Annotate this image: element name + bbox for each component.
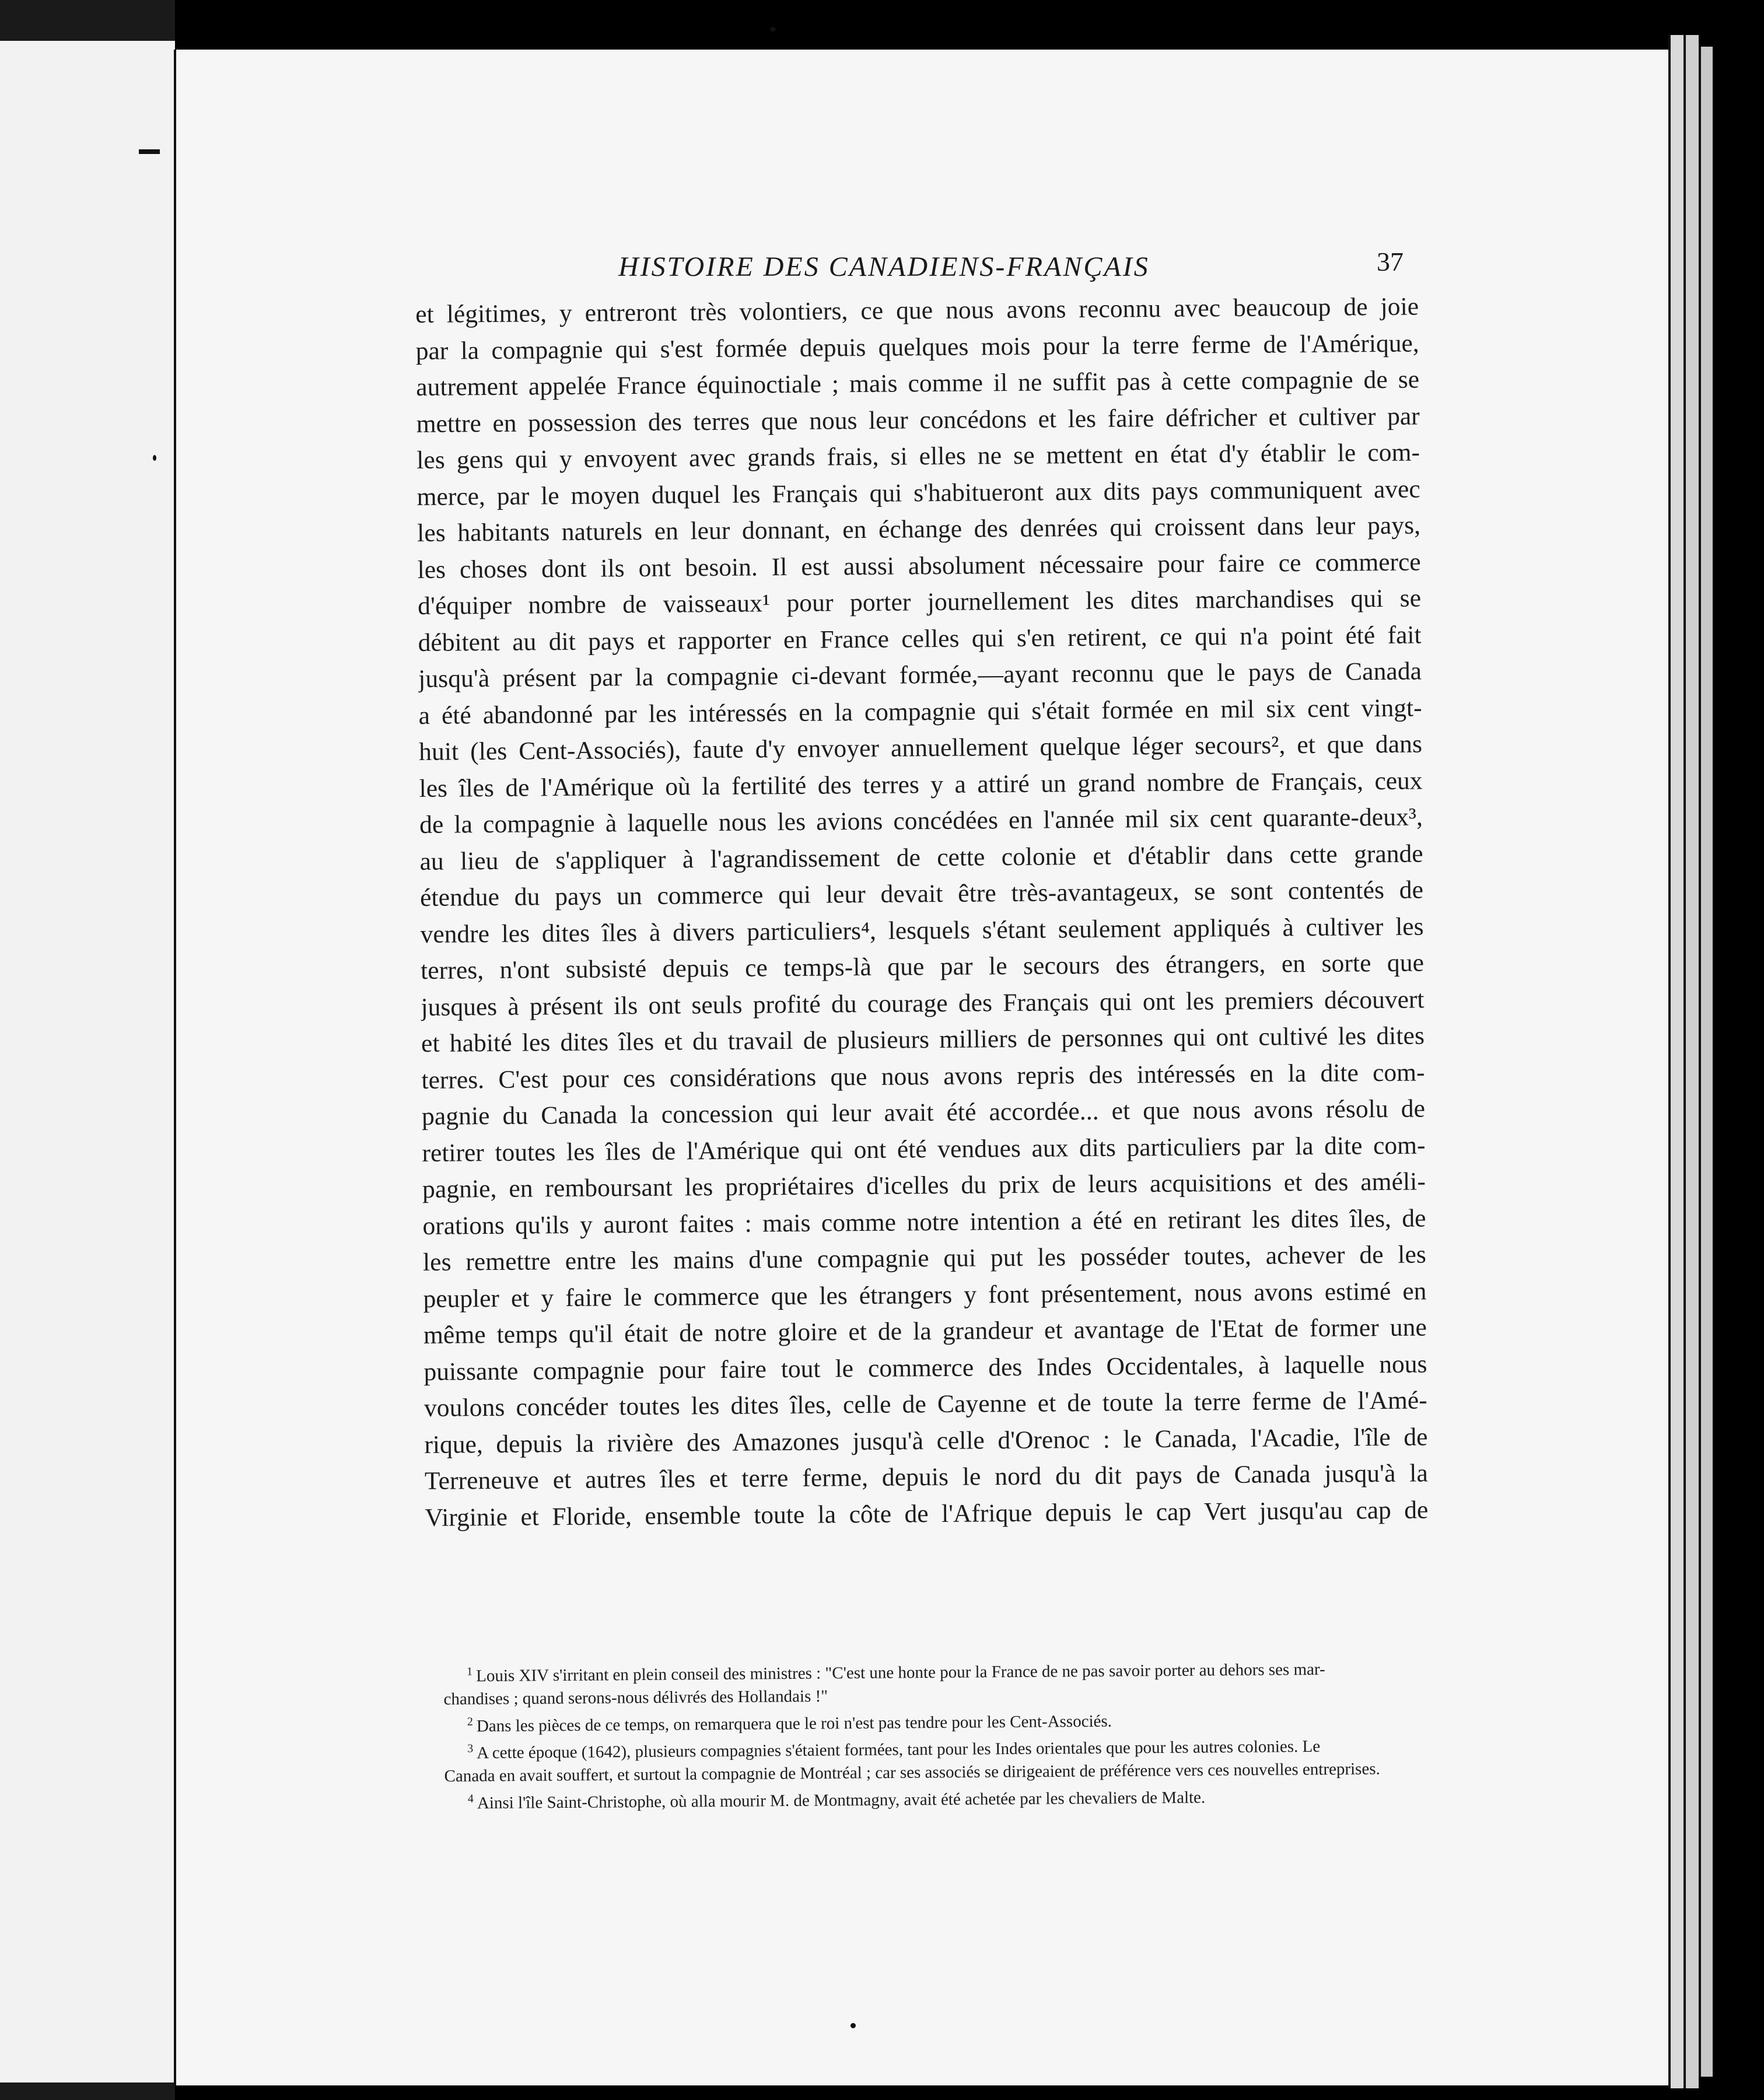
footnote-text: Ainsi l'île Saint-Christophe, où alla mourir M. de Montmagny, avait été achetée par les chevaliers de Malte. bbox=[477, 1788, 1206, 1813]
ink-speck bbox=[770, 27, 776, 32]
body-line: jusques à présent ils ont seuls profité du courage des Français qui ont les premiers découvert bbox=[421, 985, 1424, 1021]
body-line: retirer toutes les îles de l'Amérique qui ont été vendues aux dits particuliers par la dite com- bbox=[422, 1130, 1426, 1167]
footnote-text: Canada en avait souffert, et surtout la compagnie de Montréal ; car ses associés se dirigeaient de préférence vers ces nouvelles entreprises. bbox=[444, 1759, 1380, 1786]
body-line: pagnie, en remboursant les propriétaires d'icelles du prix de leurs acquisitions et des améli- bbox=[422, 1167, 1426, 1203]
page-edge bbox=[1684, 35, 1699, 2088]
facing-page bbox=[0, 41, 175, 2082]
footnote-marker: 3 bbox=[467, 1742, 474, 1755]
body-line: débitent au dit pays et rapporter en France celles qui s'en retirent, ce qui n'a point été fait bbox=[418, 620, 1422, 657]
footnote-marker: 4 bbox=[467, 1792, 474, 1805]
body-line: huit (les Cent-Associés), faute d'y envoyer annuellement quelque léger secours², et que dans bbox=[418, 730, 1423, 766]
footnote-marker: 1 bbox=[467, 1665, 473, 1678]
body-line: merce, par le moyen duquel les Français qui s'habitueront aux dits pays communiquent avec bbox=[416, 474, 1420, 511]
body-line: les îles de l'Amérique où la fertilité des terres y a attiré un grand nombre de Français, ceux bbox=[419, 766, 1423, 803]
body-line: jusqu'à présent par la compagnie ci-devant formée,—ayant reconnu que le pays de Canada bbox=[418, 657, 1422, 693]
body-line: les choses dont ils ont besoin. Il est aussi absolument nécessaire pour faire ce commerce bbox=[417, 547, 1421, 584]
body-line: mettre en possession des terres que nous leur concédons et les faire défricher et cultiver par bbox=[416, 401, 1420, 438]
ink-speck bbox=[153, 455, 156, 461]
footnote-line bbox=[444, 1781, 1442, 1814]
footnotes bbox=[443, 1654, 1442, 1816]
body-line: terres. C'est pour ces considérations que nous avons repris des intéressés en la dite com- bbox=[421, 1058, 1425, 1094]
page-edge-shadow bbox=[1713, 35, 1764, 2088]
footnote-text: Dans les pièces de ce temps, on remarquera que le roi n'est pas tendre pour les Cent-Associés. bbox=[476, 1712, 1112, 1735]
body-line: pagnie du Canada la concession qui leur avait été accordée... et que nous avons résolu de bbox=[421, 1094, 1426, 1130]
body-line: étendue du pays un commerce qui leur devait être très-avantageux, se sont contentés de bbox=[419, 876, 1424, 912]
body-line: peupler et y faire le commerce que les étrangers y font présentement, nous avons estimé en bbox=[423, 1276, 1427, 1313]
body-line: puissante compagnie pour faire tout le commerce des Indes Occidentales, à laquelle nous bbox=[424, 1349, 1427, 1386]
body-line: d'équiper nombre de vaisseaux¹ pour porter journellement les dites marchandises qui se bbox=[417, 584, 1422, 620]
footnote-text: Louis XIV s'irritant en plein conseil des ministres : "C'est une honte pour la France de ne pas savoir porter au dehors ses mar- bbox=[476, 1660, 1325, 1686]
body-line: a été abandonné par les intéressés en la compagnie qui s'était formée en mil six cent vingt- bbox=[418, 693, 1422, 730]
body-line: les gens qui y envoyent avec grands frais, si elles ne se mettent en état d'y établir le com- bbox=[416, 438, 1420, 474]
body-line: au lieu de s'appliquer à l'agrandissement de cette colonie et d'établir dans cette grande bbox=[419, 839, 1423, 876]
footnote-marker: 2 bbox=[467, 1715, 473, 1728]
body-line: de la compagnie à laquelle nous les avions concédées en l'année mil six cent quarante-deux³, bbox=[419, 803, 1423, 839]
body-line: terres, n'ont subsisté depuis ce temps-là que par le secours des étrangers, en sorte que bbox=[420, 949, 1424, 985]
body-line: les habitants naturels en leur donnant, en échange des denrées qui croissent dans leur pays, bbox=[417, 511, 1421, 547]
body-line: rique, depuis la rivière des Amazones jusqu'à celle d'Orenoc : le Canada, l'Acadie, l'île de bbox=[424, 1422, 1428, 1459]
running-head: HISTOIRE DES CANADIENS-FRANÇAIS bbox=[618, 251, 1150, 282]
footnote-text: A cette époque (1642), plusieurs compagnies s'étaient formées, tant pour les Indes orientales que pour les autres colonies. Le bbox=[477, 1737, 1321, 1763]
body-line: et légitimes, y entreront très volontiers, ce que nous avons reconnu avec beaucoup de joie bbox=[415, 292, 1419, 328]
body-line: par la compagnie qui s'est formée depuis quelques mois pour la terre ferme de l'Amérique, bbox=[415, 328, 1419, 365]
body-text bbox=[415, 288, 1429, 1535]
page-edge bbox=[1668, 35, 1684, 2088]
margin-mark bbox=[139, 149, 160, 154]
body-line: et habité les dites îles et du travail de plusieurs milliers de personnes qui ont cultivé les dites bbox=[421, 1021, 1425, 1058]
body-line: autrement appelée France équinoctiale ; mais comme il ne suffit pas à cette compagnie de se bbox=[416, 365, 1420, 401]
body-line: Terreneuve et autres îles et terre ferme, depuis le nord du dit pays de Canada jusqu'à la bbox=[424, 1459, 1429, 1495]
page-edge bbox=[1699, 47, 1713, 2077]
ink-speck bbox=[850, 2023, 856, 2028]
body-line: orations qu'ils y auront faites : mais comme notre intention a été en retirant les dites îles, de bbox=[422, 1203, 1426, 1240]
body-line: voulons concéder toutes les dites îles, celle de Cayenne et de toute la terre ferme de l'Amé- bbox=[424, 1386, 1428, 1422]
body-line: Virginie et Floride, ensemble toute la côte de l'Afrique depuis le cap Vert jusqu'au cap de bbox=[425, 1495, 1429, 1532]
body-line: les remettre entre les mains d'une compagnie qui put les posséder toutes, achever de les bbox=[422, 1240, 1427, 1276]
footnote-text: chandises ; quand serons-nous délivrés des Hollandais !" bbox=[443, 1686, 828, 1709]
page-number: 37 bbox=[1377, 247, 1404, 276]
binding-gutter bbox=[174, 50, 176, 2085]
body-line: même temps qu'il était de notre gloire et de la grandeur et avantage de l'Etat de former une bbox=[423, 1313, 1427, 1349]
body-line: vendre les dites îles à divers particuliers⁴, lesquels s'étant seulement appliqués à cultiver les bbox=[420, 912, 1424, 949]
